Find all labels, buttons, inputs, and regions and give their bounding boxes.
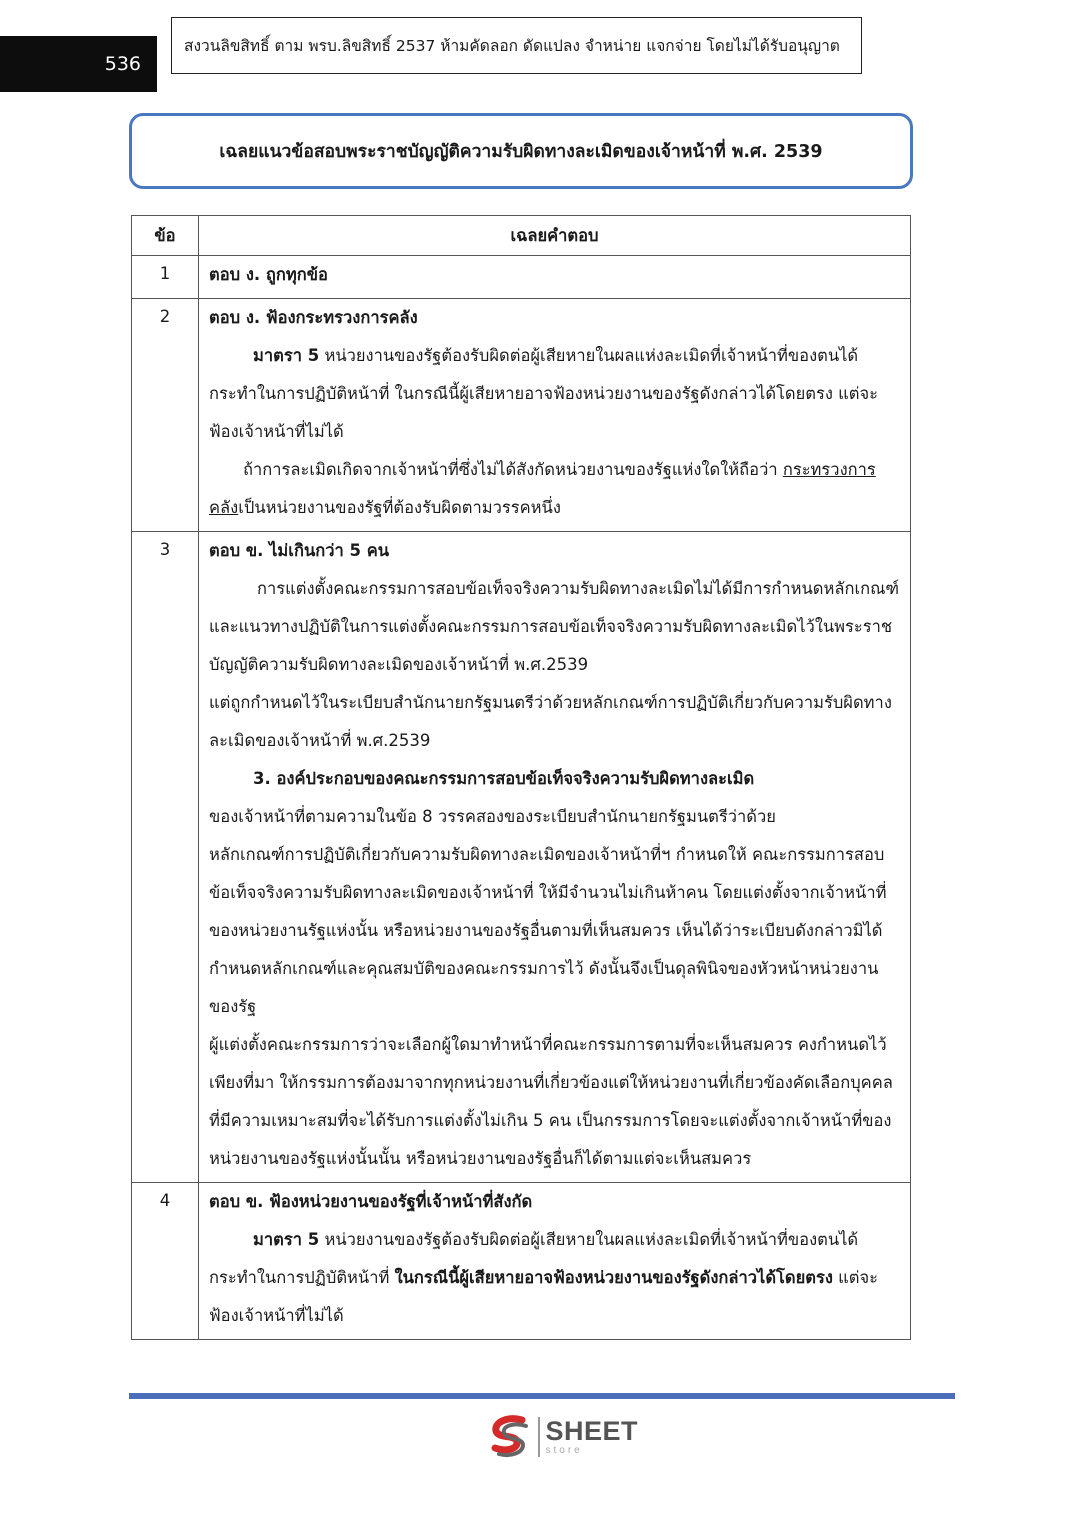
explanation-paragraph: การแต่งตั้งคณะกรรมการสอบข้อเท็จจริงความรับผิดทางละเมิดไม่ได้มีการกำหนดหลักเกณฑ์และแนวทางปฏิบัติในการแต่งตั้งคณะกรรมการสอบข้อเท็จจริงความรับผิดทางละเมิดไว้ในพระราชบัญญัติความรับผิดทางละเมิดของเจ้าหน้าที่ พ.ศ.2539 <box>209 579 900 674</box>
explanation-text: แต่จะฟ้องเจ้าหน้าที่ไม่ได้ <box>209 1268 879 1325</box>
answer-cell <box>199 256 911 299</box>
answer-cell <box>199 1183 911 1340</box>
explanation-text: ถ้าการละเมิดเกิดจากเจ้าหน้าที่ซึ่งไม่ได้สังกัดหน่วยงานของรัฐแห่งใดให้ถือว่า <box>243 460 783 479</box>
logo-wordmark <box>546 1418 639 1456</box>
answer-table <box>131 215 911 1340</box>
page-number <box>0 36 157 92</box>
underlined-term: กระทรวงการคลัง <box>209 460 876 517</box>
footer-rule <box>129 1393 955 1399</box>
answer-cell <box>199 532 911 1183</box>
explanation-text: หน่วยงานของรัฐต้องรับผิดต่อผู้เสียหายในผลแห่งละเมิดที่เจ้าหน้าที่ของตนได้กระทำในการปฏิบัติหน้าที่ <box>209 1230 859 1287</box>
section-ref: มาตรา 5 <box>253 1230 320 1249</box>
table-row <box>132 256 911 299</box>
document-title: เฉลยแนวข้อสอบพระราชบัญญัติความรับผิดทางละเมิดของเจ้าหน้าที่ พ.ศ. 2539 <box>219 142 823 162</box>
explanation-paragraph <box>209 337 900 451</box>
logo-sub-text: store <box>545 1445 583 1456</box>
table-row <box>132 299 911 532</box>
question-number: 1 <box>132 256 199 299</box>
copyright-notice <box>171 17 862 74</box>
explanation-paragraph: ผู้แต่งตั้งคณะกรรมการว่าจะเลือกผู้ใดมาทำหน้าที่คณะกรรมการตามที่จะเห็นสมควร คงกำหนดไว้เพียงที่มา ให้กรรมการต้องมาจากทุกหน่วยงานที่เกี่ยวข้องแต่ให้หน่วยงานที่เกี่ยวข้องคัดเลือกบุคคลที่มีความเหมาะสมที่จะได้รับการแต่งตั้งไม่เกิน 5 คน เป็นกรรมการโดยจะแต่งตั้งจากเจ้าหน้าที่ของหน่วยงานของรัฐแห่งนั้นนั้น หรือหน่วยงานของรัฐอื่นก็ได้ตามแต่จะเห็นสมควร <box>209 1035 893 1168</box>
column-header-answer: เฉลยคำตอบ <box>199 216 911 256</box>
answer-choice: ตอบ ข. ไม่เกินกว่า 5 คน <box>209 541 390 560</box>
column-header-no: ข้อ <box>132 216 199 256</box>
question-number: 4 <box>132 1183 199 1340</box>
logo-divider <box>538 1417 540 1457</box>
sheet-store-logo <box>486 1413 638 1461</box>
table-row <box>132 532 911 1183</box>
document-title-box <box>129 113 913 189</box>
sub-heading: 3. องค์ประกอบของคณะกรรมการสอบข้อเท็จจริงความรับผิดทางละเมิด <box>253 769 755 788</box>
question-number: 3 <box>132 532 199 1183</box>
answer-cell <box>199 299 911 532</box>
explanation-paragraph <box>209 1221 900 1335</box>
table-header-row <box>132 216 911 256</box>
explanation-text: เป็นหน่วยงานของรัฐที่ต้องรับผิดตามวรรคหนึ่ง <box>238 498 561 517</box>
explanation-paragraph: แต่ถูกกำหนดไว้ในระเบียบสำนักนายกรัฐมนตรีว่าด้วยหลักเกณฑ์การปฏิบัติเกี่ยวกับความรับผิดทางละเมิดของเจ้าหน้าที่ พ.ศ.2539 <box>209 693 892 750</box>
page-number-text: 536 <box>104 53 141 75</box>
answer-choice: ตอบ ง. ถูกทุกข้อ <box>209 265 328 284</box>
answer-choice: ตอบ ง. ฟ้องกระทรวงการคลัง <box>209 308 418 327</box>
bold-emphasis: ในกรณีนี้ผู้เสียหายอาจฟ้องหน่วยงานของรัฐดังกล่าวได้โดยตรง <box>394 1268 833 1287</box>
copyright-text: สงวนลิขสิทธิ์ ตาม พรบ.ลิขสิทธิ์ 2537 ห้ามคัดลอก ดัดแปลง จำหน่าย แจกจ่าย โดยไม่ได้รับอนุญาต <box>184 37 840 55</box>
question-number: 2 <box>132 299 199 532</box>
section-ref: มาตรา 5 <box>253 346 320 365</box>
explanation-paragraph <box>209 451 900 527</box>
answer-choice: ตอบ ข. ฟ้องหน่วยงานของรัฐที่เจ้าหน้าที่สังกัด <box>209 1192 533 1211</box>
sheet-s-logo-icon <box>486 1414 532 1460</box>
explanation-text: หน่วยงานของรัฐต้องรับผิดต่อผู้เสียหายในผลแห่งละเมิดที่เจ้าหน้าที่ของตนได้กระทำในการปฏิบัติหน้าที่ ในกรณีนี้ผู้เสียหายอาจฟ้องหน่วยงานของรัฐดังกล่าวได้โดยตรง แต่จะฟ้องเจ้าหน้าที่ไม่ได้ <box>209 346 879 441</box>
explanation-paragraph: ของเจ้าหน้าที่ตามความในข้อ 8 วรรคสองของระเบียบสำนักนายกรัฐมนตรีว่าด้วย <box>209 807 776 826</box>
table-row <box>132 1183 911 1340</box>
logo-main-text: SHEET <box>545 1416 639 1446</box>
explanation-paragraph: หลักเกณฑ์การปฏิบัติเกี่ยวกับความรับผิดทางละเมิดของเจ้าหน้าที่ฯ กำหนดให้ คณะกรรมการสอบข้อเท็จจริงความรับผิดทางละเมิดของเจ้าหน้าที่ ให้มีจำนวนไม่เกินห้าคน โดยแต่งตั้งจากเจ้าหน้าที่ของหน่วยงานรัฐแห่งนั้น หรือหน่วยงานของรัฐอื่นตามที่เห็นสมควร เห็นได้ว่าระเบียบดังกล่าวมิได้กำหนดหลักเกณฑ์และคุณสมบัติของคณะกรรมการไว้ ดังนั้นจึงเป็นดุลพินิจของหัวหน้าหน่วยงานของรัฐ <box>209 845 887 1016</box>
